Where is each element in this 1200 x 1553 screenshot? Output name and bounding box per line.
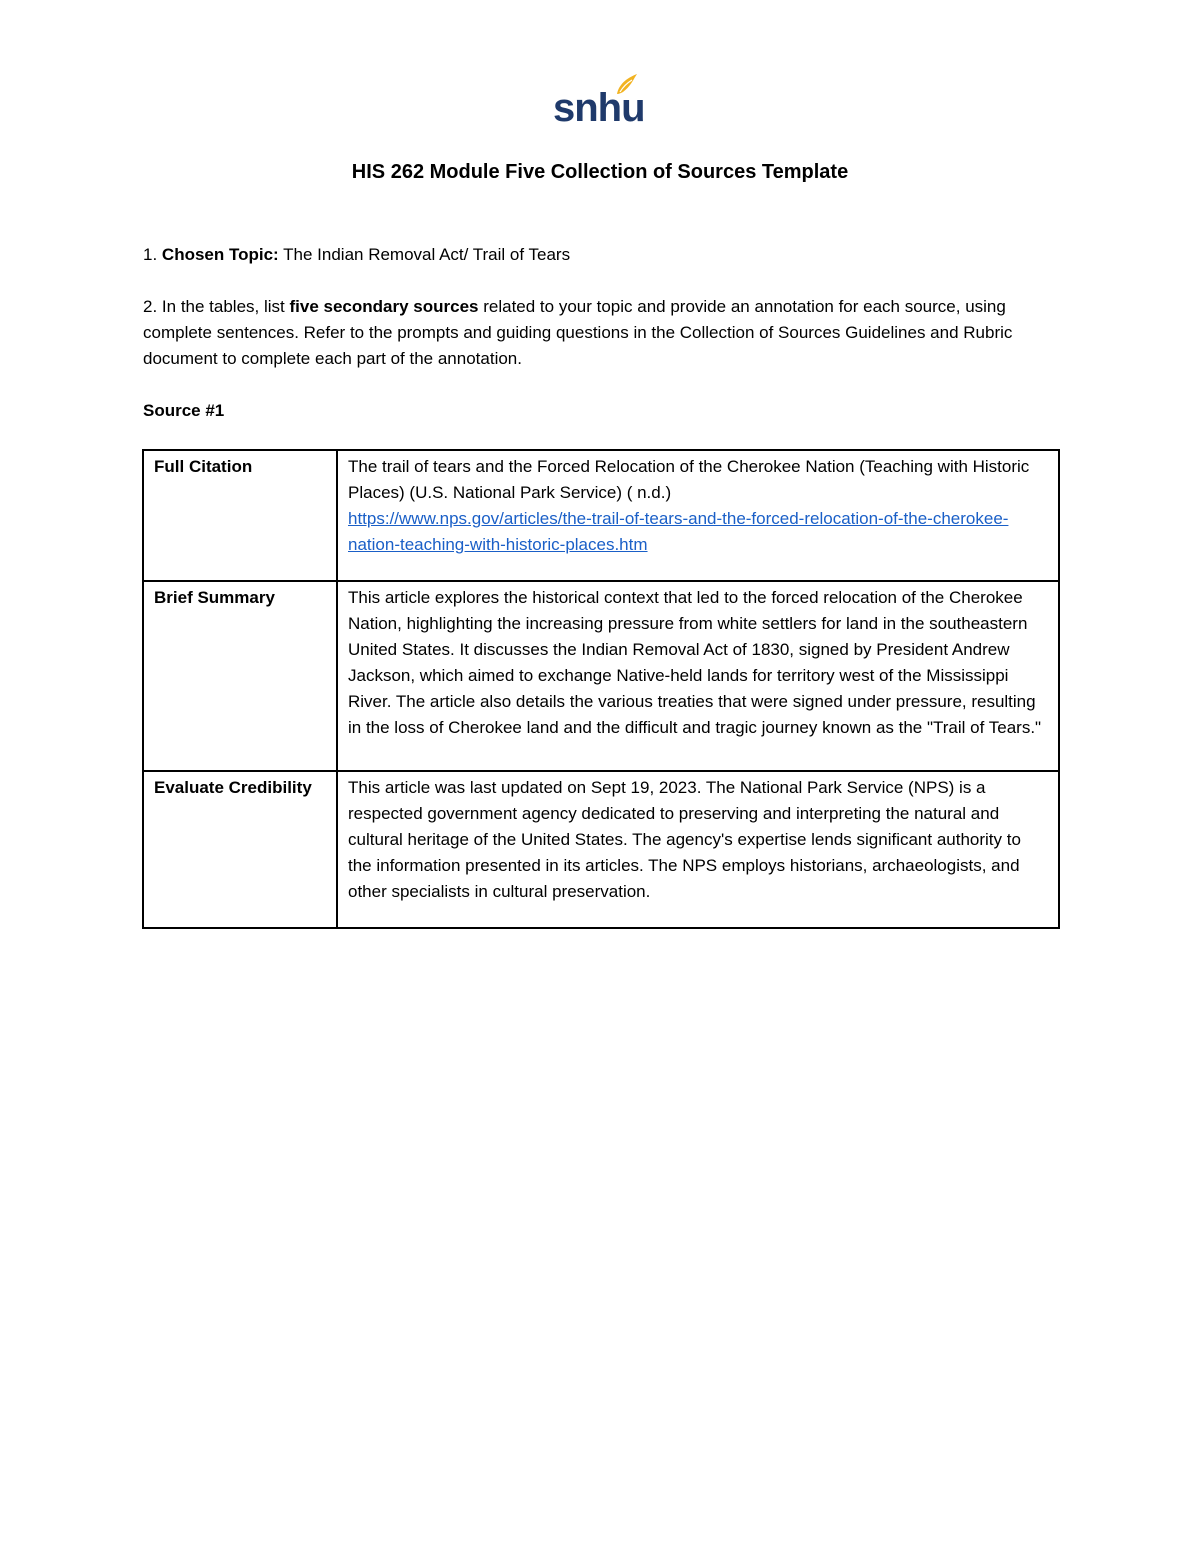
source-table [142,449,1060,929]
row-label: Evaluate Credibility [143,771,337,928]
instructions-paragraph [143,294,1063,372]
chosen-topic-label: Chosen Topic: [161,245,279,264]
page-title: HIS 262 Module Five Collection of Sources Template [351,161,849,183]
chosen-topic-value: The Indian Removal Act/ Trail of Tears [283,245,571,264]
row-label: Full Citation [143,450,337,581]
snhu-logo [553,72,643,134]
credibility-cell: This article was last updated on Sept 19, 2023. The National Park Service (NPS) is a respected government agency dedicated to preserving and interpreting the natural and cultural heritage of the United States. The agency's expertise lends significant authority to the information presented in its articles. The NPS employs historians, archaeologists, and other specialists in cultural preservation. [337,771,1059,928]
summary-cell: This article explores the historical context that led to the forced relocation of the Cherokee Nation, highlighting the increasing pressure from white settlers for land in the southeastern United States. It discusses the Indian Removal Act of 1830, signed by President Andrew Jackson, which aimed to exchange Native-held lands for territory west of the Mississippi River. The article also details the various treaties that were signed under pressure, resulting in the loss of Cherokee land and the difficult and tragic journey known as the "Trail of Tears." [337,581,1059,771]
row-label: Brief Summary [143,581,337,771]
chosen-topic-line [143,242,1063,268]
citation-text: The trail of tears and the Forced Relocation of the Cherokee Nation (Teaching with Historic Places) (U.S. National Park Service) ( n.d.) [348,457,1030,502]
instructions-text-before: In the tables, list [161,297,285,316]
table-row [143,450,1059,581]
table-row [143,771,1059,928]
item-number: 2. [143,297,158,316]
instructions-bold: five secondary sources [289,297,479,316]
logo-wordmark: snhu [553,86,645,130]
instructions-text-after: related to your topic and provide an annotation for each source, using complete sentences. Refer to the prompts and guiding questions in the Collection of Sources Guidelines and Rubric document to complete each part of the annotation. [143,297,1013,368]
item-number: 1. [143,245,158,264]
citation-cell [337,450,1059,581]
citation-link[interactable]: https://www.nps.gov/articles/the-trail-of-tears-and-the-forced-relocation-of-the-cherokee-nation-teaching-with-historic-places.htm [348,509,1009,554]
table-row [143,581,1059,771]
source-heading: Source #1 [143,401,225,420]
